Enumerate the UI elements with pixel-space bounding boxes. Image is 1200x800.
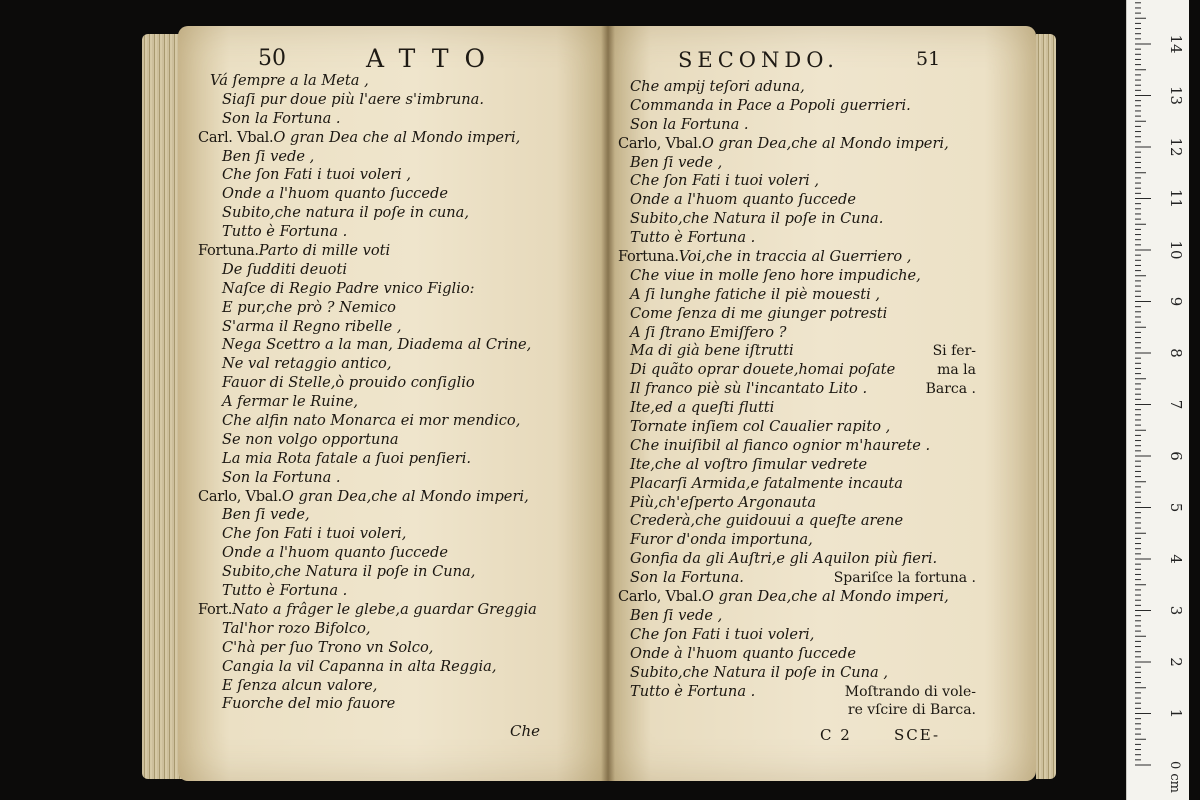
- text-line: [618, 437, 976, 456]
- verse-text: C'hà per ſuo Trono vn Solco,: [222, 638, 434, 656]
- text-line: [618, 97, 976, 116]
- speaker-name: Carlo, Vbal.: [198, 487, 282, 505]
- text-line: [618, 626, 976, 645]
- ruler-number: 11: [1167, 188, 1185, 209]
- verse-text: O gran Dea,che al Mondo imperi,: [701, 134, 949, 152]
- text-line: [198, 488, 598, 507]
- text-line: [198, 242, 598, 261]
- text-line: [618, 456, 976, 475]
- text-line: [198, 393, 598, 412]
- right-page-number: 51: [916, 48, 941, 70]
- verse-text: Subito,che natura il poſe in cuna,: [222, 204, 470, 222]
- text-line: [198, 677, 598, 696]
- text-line: [618, 361, 976, 380]
- verse-text: Più,ch'eſperto Argonauta: [630, 493, 817, 511]
- ruler-number: 5: [1167, 502, 1185, 513]
- text-line: [618, 135, 976, 154]
- verse-text: Son la Fortuna .: [222, 109, 341, 127]
- verse-text: Come ſenza di me giunger potresti: [630, 304, 888, 322]
- verse-text: Son la Fortuna .: [630, 115, 749, 133]
- text-line: [198, 261, 598, 280]
- verse-text: Tornate inſiem col Caualier rapito ,: [630, 418, 891, 436]
- text-line: [618, 494, 976, 513]
- text-line: [618, 588, 976, 607]
- stage-direction: Spariſce la fortuna .: [833, 570, 976, 587]
- text-line: [198, 563, 598, 582]
- speaker-name: Carlo, Vbal.: [618, 134, 702, 152]
- verse-text: Ben ſi vede,: [222, 506, 310, 524]
- ruler-number: 10: [1167, 240, 1185, 260]
- right-running-title: SECONDO.: [678, 48, 839, 72]
- text-line: [618, 286, 976, 305]
- speaker-name: Fortuna.: [618, 248, 679, 266]
- text-line: [618, 210, 976, 229]
- text-line: [198, 110, 598, 129]
- ruler-number: 3: [1167, 605, 1185, 616]
- verse-text: Onde a l'huom quanto ſuccede: [630, 191, 856, 209]
- text-line: [198, 166, 598, 185]
- stage-direction: ma la: [937, 362, 976, 379]
- ruler-number: 13: [1167, 85, 1185, 106]
- text-line: [618, 550, 976, 569]
- verse-text: Tutto è Fortuna .: [630, 682, 756, 700]
- verse-text: Tutto è Fortuna .: [222, 582, 348, 600]
- verse-text: Placarſi Armida,e fatalmente incauta: [630, 474, 903, 492]
- verse-text: Siaſi pur doue più l'aere s'imbruna.: [222, 90, 485, 108]
- verse-text: Voi,che in traccia al Guerriero ,: [678, 248, 912, 266]
- verse-text: E ſenza alcun valore,: [222, 676, 378, 694]
- verse-text: Onde à l'huom quanto ſuccede: [630, 644, 856, 662]
- verse-text: Ben ſi vede ,: [222, 147, 315, 165]
- verse-text: Ben ſi vede ,: [630, 153, 723, 171]
- verse-text: Fuorche del mio fauore: [222, 695, 396, 713]
- text-line: [198, 91, 598, 110]
- verse-text: Che ampij teſori aduna,: [630, 78, 805, 95]
- left-page-number: 50: [258, 46, 286, 71]
- text-line: [618, 154, 976, 173]
- text-line: [198, 299, 598, 318]
- text-line: [618, 248, 976, 267]
- verse-text: Naſce di Regio Padre vnico Figlio:: [222, 279, 475, 297]
- right-text-block: [618, 78, 976, 720]
- left-text-block: [198, 72, 598, 714]
- text-line: [618, 267, 976, 286]
- text-line: [618, 512, 976, 531]
- verse-text: De ſudditi deuoti: [222, 260, 347, 278]
- verse-text: Fauor di Stelle,ò prouido conſiglio: [222, 374, 475, 392]
- verse-text: Che ſon Fati i tuoi voleri,: [222, 525, 407, 543]
- signature-mark: C 2: [820, 726, 852, 744]
- text-line: [198, 620, 598, 639]
- text-line: [198, 412, 598, 431]
- text-line: [618, 569, 976, 588]
- verse-text: Vá ſempre a la Meta ,: [210, 72, 369, 89]
- text-line: [618, 191, 976, 210]
- verse-text: Nega Scettro a la man, Diadema al Crine,: [222, 336, 532, 354]
- text-line: [618, 399, 976, 418]
- verse-text: Onde a l'huom quanto ſuccede: [222, 185, 448, 203]
- text-line: [198, 148, 598, 167]
- text-line: [198, 525, 598, 544]
- text-line: [198, 185, 598, 204]
- verse-text: Son la Fortuna.: [630, 569, 744, 587]
- verse-text: Gonfia da gli Auſtri,e gli Aquilon più fieri.: [630, 550, 938, 568]
- stage-direction: Moſtrando di vole-: [844, 683, 976, 700]
- text-line: [198, 544, 598, 563]
- text-line: [198, 223, 598, 242]
- verse-text: Tutto è Fortuna .: [630, 229, 756, 247]
- left-page: [178, 26, 608, 781]
- verse-text: Che alfin nato Monarca ei mor mendico,: [222, 412, 521, 430]
- right-page: [608, 26, 1036, 781]
- verse-text: Subito,che Natura il poſe in Cuna ,: [630, 663, 889, 681]
- text-line: [198, 318, 598, 337]
- verse-text: Cangia la vil Capanna in alta Reggia,: [222, 657, 497, 675]
- left-running-title: ATTO: [366, 44, 501, 73]
- text-line: [618, 172, 976, 191]
- gutter-shadow: [601, 26, 615, 781]
- speaker-name: Carl. Vbal.: [198, 128, 274, 146]
- verse-text: Parto di mille voti: [258, 242, 391, 260]
- verse-text: Subito,che Natura il poſe in Cuna,: [222, 563, 476, 581]
- text-line: [198, 374, 598, 393]
- text-line: [618, 475, 976, 494]
- text-line: [618, 305, 976, 324]
- speaker-name: Fort.: [198, 600, 233, 618]
- verse-text: Tal'hor rozo Bifolco,: [222, 619, 371, 637]
- verse-text: A ſi lunghe fatiche il piè mouesti ,: [630, 285, 881, 303]
- text-line: [198, 601, 598, 620]
- left-catchword: Che: [510, 722, 541, 740]
- text-line: [618, 229, 976, 248]
- verse-text: Tutto è Fortuna .: [222, 223, 348, 241]
- verse-text: Nato a frâger le glebe,a guardar Greggia: [232, 600, 537, 618]
- verse-text: Che ſon Fati i tuoi voleri ,: [222, 166, 411, 184]
- text-line: [618, 683, 976, 702]
- text-line: [618, 664, 976, 683]
- text-line: [618, 701, 976, 720]
- verse-text: O gran Dea,che al Mondo imperi,: [701, 588, 949, 606]
- verse-text: E pur,che prò ? Nemico: [222, 298, 396, 316]
- text-line: [198, 336, 598, 355]
- ruler-number: 6: [1167, 451, 1185, 461]
- text-line: [198, 280, 598, 299]
- ruler-number: 4: [1167, 554, 1185, 564]
- text-line: [198, 72, 598, 91]
- verse-text: Ne val retaggio antico,: [222, 355, 392, 373]
- text-line: [198, 658, 598, 677]
- stage-direction: re vſcire di Barca.: [847, 702, 976, 719]
- verse-text: Se non volgo opportuna: [222, 430, 399, 448]
- text-line: [198, 355, 598, 374]
- ruler-unit-label: 0 cm: [1167, 760, 1182, 794]
- text-line: [618, 531, 976, 550]
- ruler-number: 14: [1167, 34, 1185, 54]
- verse-text: Furor d'onda importuna,: [630, 531, 813, 549]
- verse-text: Crederà,che guidouui a queſte arene: [630, 512, 904, 530]
- text-line: [198, 469, 598, 488]
- text-line: [198, 129, 598, 148]
- verse-text: Ite,ed a queſti flutti: [630, 399, 775, 417]
- verse-text: A fermar le Ruine,: [222, 393, 359, 411]
- verse-text: Ma di già bene iſtrutti: [630, 342, 794, 360]
- stage-direction: Barca .: [925, 381, 976, 398]
- speaker-name: Fortuna.: [198, 242, 259, 260]
- verse-text: Di quãto oprar douete,homai poſate: [630, 361, 896, 379]
- right-page-edges: [1036, 34, 1056, 779]
- ruler-number: 2: [1167, 657, 1185, 667]
- verse-text: Ben ſi vede ,: [630, 606, 723, 624]
- verse-text: Che ſon Fati i tuoi voleri ,: [630, 172, 819, 190]
- verse-text: Subito,che Natura il poſe in Cuna.: [630, 210, 884, 228]
- verse-text: La mia Rota fatale a ſuoi penſieri.: [222, 449, 472, 467]
- verse-text: Onde a l'huom quanto ſuccede: [222, 544, 448, 562]
- verse-text: S'arma il Regno ribelle ,: [222, 317, 402, 335]
- verse-text: Che ſon Fati i tuoi voleri,: [630, 625, 815, 643]
- text-line: [618, 418, 976, 437]
- right-catchword: SCE-: [894, 726, 941, 744]
- ruler-number: 1: [1167, 708, 1185, 719]
- verse-text: O gran Dea che al Mondo imperi,: [273, 128, 521, 146]
- ruler-number: 12: [1167, 137, 1185, 157]
- ruler-number: 9: [1167, 296, 1185, 307]
- text-line: [618, 607, 976, 626]
- text-line: [618, 116, 976, 135]
- text-line: [618, 78, 976, 97]
- stage-direction: Si fer-: [932, 343, 976, 360]
- ruler-number: 7: [1167, 399, 1185, 410]
- verse-text: Commanda in Pace a Popoli guerrieri.: [630, 96, 911, 114]
- verse-text: Il franco piè sù l'incantato Lito .: [630, 380, 868, 398]
- text-line: [618, 645, 976, 664]
- verse-text: O gran Dea,che al Mondo imperi,: [281, 487, 529, 505]
- open-book: [150, 20, 1050, 785]
- text-line: [198, 431, 598, 450]
- text-line: [618, 342, 976, 361]
- text-line: [198, 450, 598, 469]
- text-line: [198, 695, 598, 714]
- verse-text: Che inuiſibil al fianco ognior m'haurete .: [630, 436, 931, 454]
- text-line: [618, 324, 976, 343]
- ruler-number: 8: [1167, 348, 1185, 358]
- measuring-ruler: [1126, 0, 1189, 800]
- text-line: [618, 380, 976, 399]
- text-line: [198, 639, 598, 658]
- ruler-scale: [1127, 0, 1189, 800]
- text-line: [198, 204, 598, 223]
- verse-text: Ite,che al voſtro ſimular vedrete: [630, 455, 868, 473]
- verse-text: Son la Fortuna .: [222, 468, 341, 486]
- verse-text: Che viue in molle ſeno hore impudiche,: [630, 266, 921, 284]
- verse-text: A ſi ſtrano Emiſfero ?: [630, 323, 787, 341]
- text-line: [198, 506, 598, 525]
- text-line: [198, 582, 598, 601]
- speaker-name: Carlo, Vbal.: [618, 588, 702, 606]
